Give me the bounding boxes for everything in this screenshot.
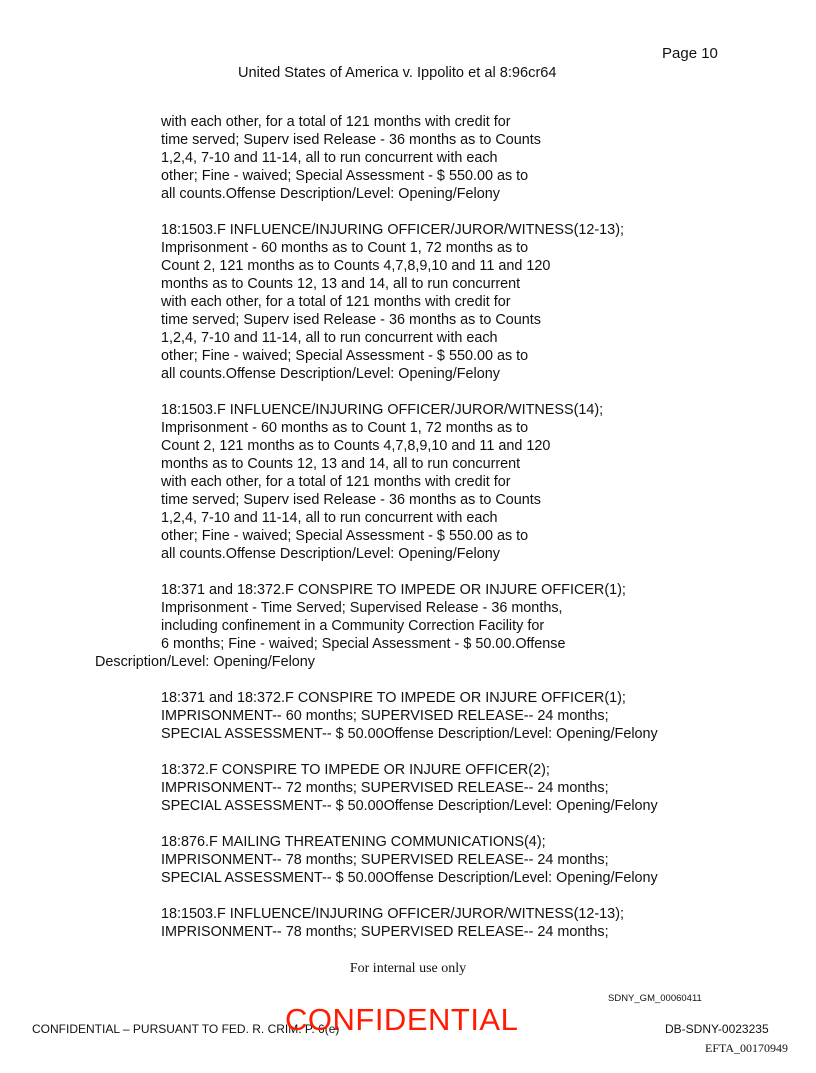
entry-line: SPECIAL ASSESSMENT-- $ 50.00Offense Description/Level: Opening/Felony [161, 870, 658, 886]
docket-entry [161, 689, 658, 743]
entry-line: 18:372.F CONSPIRE TO IMPEDE OR INJURE OFFICER(2); [161, 762, 550, 778]
entry-line: other; Fine - waived; Special Assessment - $ 550.00 as to [161, 168, 529, 184]
entry-line: IMPRISONMENT-- 72 months; SUPERVISED RELEASE-- 24 months; [161, 780, 609, 796]
docket-entry [161, 401, 603, 563]
docket-entry [161, 833, 658, 887]
docket-entry [161, 905, 624, 941]
internal-use-note: For internal use only [349, 961, 467, 976]
entry-line: with each other, for a total of 121 months with credit for [161, 294, 511, 310]
entry-line: all counts.Offense Description/Level: Opening/Felony [161, 366, 500, 382]
entry-line: including confinement in a Community Correction Facility for [161, 618, 545, 634]
entry-line: months as to Counts 12, 13 and 14, all to run concurrent [161, 276, 521, 292]
entry-line: 6 months; Fine - waived; Special Assessment - $ 50.00.Offense [161, 636, 566, 652]
entry-line: Imprisonment - 60 months as to Count 1, 72 months as to [161, 420, 529, 436]
docket-entry [161, 761, 658, 815]
bates-number-db: DB-SDNY-0023235 [665, 1022, 769, 1036]
entry-line: time served; Superv ised Release - 36 months as to Counts [161, 312, 541, 328]
bates-number-efta: EFTA_00170949 [705, 1041, 789, 1055]
entry-line: IMPRISONMENT-- 78 months; SUPERVISED RELEASE-- 24 months; [161, 852, 609, 868]
case-title: United States of America v. Ippolito et al 8:96cr64 [238, 65, 557, 81]
entry-line: 1,2,4, 7-10 and 11-14, all to run concurrent with each [161, 330, 498, 346]
entry-line: IMPRISONMENT-- 60 months; SUPERVISED RELEASE-- 24 months; [161, 708, 609, 724]
page-number: Page 10 [662, 45, 718, 62]
entry-line: 18:1503.F INFLUENCE/INJURING OFFICER/JUROR/WITNESS(14); [161, 402, 604, 418]
entry-line: 18:1503.F INFLUENCE/INJURING OFFICER/JUROR/WITNESS(12-13); [161, 222, 624, 238]
entry-line: Imprisonment - 60 months as to Count 1, 72 months as to [161, 240, 529, 256]
entry-line: other; Fine - waived; Special Assessment - $ 550.00 as to [161, 348, 529, 364]
entry-line: Count 2, 121 months as to Counts 4,7,8,9,10 and 11 and 120 [161, 258, 551, 274]
entry-hanging-line: Description/Level: Opening/Felony [95, 654, 315, 670]
entry-line: with each other, for a total of 121 months with credit for [161, 474, 511, 490]
bates-number-gm: SDNY_GM_00060411 [608, 993, 702, 1004]
entry-line: IMPRISONMENT-- 78 months; SUPERVISED RELEASE-- 24 months; [161, 924, 609, 940]
entry-line: all counts.Offense Description/Level: Opening/Felony [161, 546, 500, 562]
entry-line: Count 2, 121 months as to Counts 4,7,8,9,10 and 11 and 120 [161, 438, 551, 454]
entry-line: Imprisonment - Time Served; Supervised Release - 36 months, [161, 600, 563, 616]
entry-line: 18:371 and 18:372.F CONSPIRE TO IMPEDE OR INJURE OFFICER(1); [161, 690, 626, 706]
entry-line: SPECIAL ASSESSMENT-- $ 50.00Offense Description/Level: Opening/Felony [161, 726, 658, 742]
docket-entry [161, 113, 541, 203]
docket-entry [95, 581, 626, 671]
entry-line: 18:371 and 18:372.F CONSPIRE TO IMPEDE OR INJURE OFFICER(1); [161, 582, 626, 598]
entry-line: SPECIAL ASSESSMENT-- $ 50.00Offense Description/Level: Opening/Felony [161, 798, 658, 814]
entry-line: 1,2,4, 7-10 and 11-14, all to run concurrent with each [161, 510, 498, 526]
confidential-stamp: CONFIDENTIAL [285, 1002, 519, 1037]
entry-line: 18:1503.F INFLUENCE/INJURING OFFICER/JUROR/WITNESS(12-13); [161, 906, 624, 922]
entry-line: all counts.Offense Description/Level: Opening/Felony [161, 186, 500, 202]
entry-line: with each other, for a total of 121 months with credit for [161, 114, 511, 130]
confidential-notice: CONFIDENTIAL – PURSUANT TO FED. R. CRIM. P. 6(e) [32, 1022, 340, 1036]
docket-entry [161, 221, 624, 383]
entry-line: time served; Superv ised Release - 36 months as to Counts [161, 492, 541, 508]
entry-line: 1,2,4, 7-10 and 11-14, all to run concurrent with each [161, 150, 498, 166]
entry-line: 18:876.F MAILING THREATENING COMMUNICATIONS(4); [161, 834, 546, 850]
entry-line: time served; Superv ised Release - 36 months as to Counts [161, 132, 541, 148]
entry-line: other; Fine - waived; Special Assessment - $ 550.00 as to [161, 528, 529, 544]
entry-line: months as to Counts 12, 13 and 14, all to run concurrent [161, 456, 521, 472]
